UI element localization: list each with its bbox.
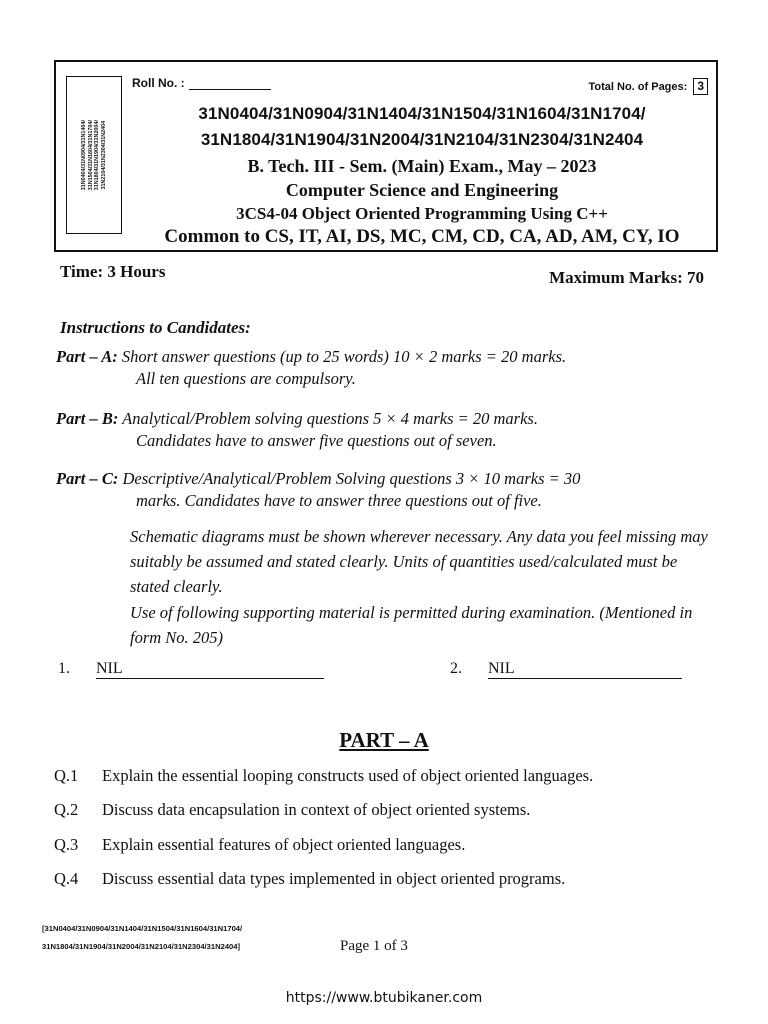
- question-text: Discuss data encapsulation in context of object oriented systems.: [102, 800, 531, 819]
- part-a-line-2: All ten questions are compulsory.: [136, 369, 356, 388]
- exam-title: B. Tech. III - Sem. (Main) Exam., May – 2023: [247, 156, 597, 176]
- part-c-line-1: Descriptive/Analytical/Problem Solving questions 3 × 10 marks = 30: [122, 469, 581, 488]
- material-value: NIL: [488, 660, 682, 679]
- part-a-instruction: [56, 346, 716, 390]
- question-item: [54, 800, 530, 820]
- part-c-line-2: marks. Candidates have to answer three questions out of five.: [136, 491, 542, 510]
- pages-value: 3: [693, 78, 708, 95]
- page-number: Page 1 of 3: [340, 938, 408, 954]
- material-value: NIL: [96, 660, 324, 679]
- website-url: https://www.btubikaner.com: [285, 990, 483, 1006]
- question-text: Discuss essential data types implemented in object oriented programs.: [102, 869, 566, 888]
- question-number: Q.4: [54, 869, 79, 888]
- barcode-line: 31N1504/31N1604/31N1704/: [87, 119, 94, 191]
- barcode-line: 31N0404/31N0904/31N1404/: [80, 119, 87, 191]
- question-text: Explain the essential looping constructs used of object oriented languages.: [102, 766, 594, 785]
- material-item: [450, 660, 682, 679]
- question-number: Q.1: [54, 766, 79, 785]
- part-b-instruction: [56, 408, 716, 452]
- part-b-line-2: Candidates have to answer five questions out of seven.: [136, 431, 497, 450]
- question-number: Q.3: [54, 835, 79, 854]
- footer-codes-line-2: 31N1804/31N1904/31N2004/31N2104/31N2304/31N2404]: [42, 942, 241, 951]
- barcode-text: [81, 120, 107, 190]
- header-box: [54, 60, 718, 252]
- material-number: 2.: [450, 660, 462, 677]
- roll-label: Roll No. :: [132, 76, 185, 90]
- question-item: [54, 835, 465, 855]
- roll-blank: [189, 89, 271, 90]
- part-a-title: PART – A: [339, 728, 429, 752]
- part-c-instruction: [56, 468, 716, 512]
- paper-codes-line-2: 31N1804/31N1904/31N2004/31N2104/31N2304/31N2404: [200, 130, 644, 149]
- part-a-label: Part – A:: [56, 347, 118, 366]
- question-item: [54, 766, 593, 786]
- subject-title: 3CS4-04 Object Oriented Programming Using C++: [236, 204, 608, 223]
- material-item: [58, 660, 324, 679]
- paper-codes-line-1: 31N0404/31N0904/31N1404/31N1504/31N1604/31N1704/: [198, 104, 646, 123]
- common-branches: Common to CS, IT, AI, DS, MC, CM, CD, CA, AD, AM, CY, IO: [164, 226, 680, 247]
- barcode-line: 31N1804/31N1904/31N2004/: [94, 119, 101, 191]
- pages-label: Total No. of Pages:: [588, 80, 688, 93]
- supporting-material-note: Use of following supporting material is permitted during examination. (Mentioned in form No. 205): [130, 603, 693, 647]
- barcode-line: 31N2104/31N2304/31N2404: [100, 120, 107, 190]
- department: Computer Science and Engineering: [285, 180, 559, 200]
- general-note: Schematic diagrams must be shown wherever necessary. Any data you feel missing may suitably be assumed and stated clearly. Units of quantities used/calculated must be stated clearly.: [130, 527, 708, 596]
- footer-paper-codes: [42, 920, 242, 956]
- roll-number: [132, 76, 271, 90]
- question-text: Explain essential features of object oriented languages.: [102, 835, 466, 854]
- footer-codes-line-1: [31N0404/31N0904/31N1404/31N1504/31N1604/31N1704/: [42, 924, 243, 933]
- part-a-line-1: Short answer questions (up to 25 words) 10 × 2 marks = 20 marks.: [121, 347, 567, 366]
- part-b-label: Part – B:: [56, 409, 119, 428]
- maximum-marks: Maximum Marks: 70: [549, 268, 704, 287]
- part-c-label: Part – C:: [56, 469, 119, 488]
- part-b-line-1: Analytical/Problem solving questions 5 × 4 marks = 20 marks.: [122, 409, 538, 428]
- instructions-heading: Instructions to Candidates:: [60, 318, 251, 337]
- material-number: 1.: [58, 660, 70, 677]
- question-item: [54, 869, 565, 889]
- barcode-strip: [66, 76, 122, 234]
- total-pages: [589, 78, 709, 95]
- question-number: Q.2: [54, 800, 79, 819]
- exam-time: Time: 3 Hours: [60, 262, 166, 281]
